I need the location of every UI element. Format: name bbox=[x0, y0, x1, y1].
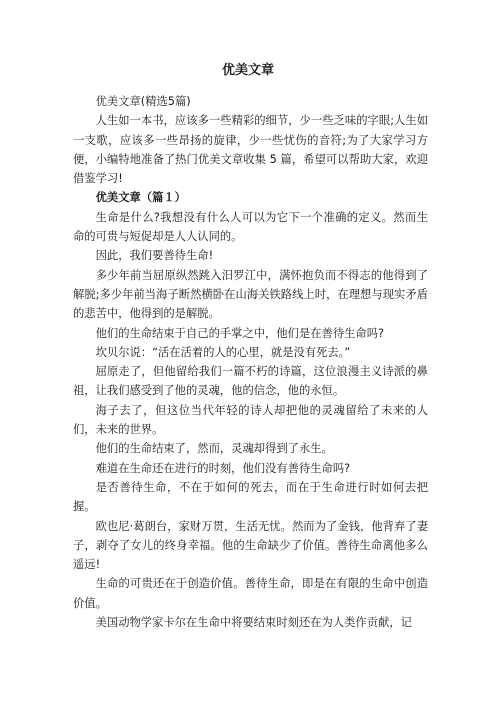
paragraph: 人生如一本书，应该多一些精彩的细节，少一些乏味的字眼;人生如一支歌，应该多一些昂扬的旋律，少一些忧伤的音符;为了大家学习方便，小编特地准备了热门优美文章收集 5 篇，希望可以帮助大家，欢迎借鉴学习! bbox=[73, 114, 428, 186]
paragraph: 海子去了，但这位当代年轻的诗人却把他的灵魂留给了未来的人们，未来的世界。 bbox=[73, 403, 428, 437]
paragraph: 是否善待生命，不在于如何的死去，而在于生命进行时如何去把握。 bbox=[73, 480, 428, 514]
paragraph: 美国动物学家卡尔在生命中将要结束时刻还在为人类作贡献，记 bbox=[95, 616, 412, 630]
paragraph: 欧也尼·葛朗台，家财万贯，生活无忧。然而为了金钱，他背弃了妻子，剥夺了女儿的终身幸福。他的生命缺少了价值。善待生命离他多么遥远! bbox=[73, 519, 428, 572]
paragraph: 难道在生命还在进行的时刻，他们没有善待生命吗? bbox=[95, 461, 351, 475]
section-heading: 优美文章（篇１） bbox=[95, 191, 186, 205]
paragraph: 他们的生命结束了，然而，灵魂却得到了永生。 bbox=[95, 442, 333, 456]
paragraph: 坎贝尔说：“活在活着的人的心里，就是没有死去。” bbox=[95, 345, 351, 359]
paragraph: 他们的生命结束于自己的手掌之中，他们是在善待生命吗? bbox=[95, 326, 385, 340]
document-title: 优美文章 bbox=[221, 63, 274, 78]
paragraph: 优美文章(精选5篇) bbox=[95, 95, 191, 108]
paragraph: 因此，我们要善待生命! bbox=[95, 249, 214, 263]
paragraph: 生命是什么?我想没有什么人可以为它下一个准确的定义。然而生命的可贵与短促却是人人认同的。 bbox=[73, 210, 428, 244]
paragraph: 生命的可贵还在于创造价值。善待生命，即是在有限的生命中创造价值。 bbox=[73, 577, 428, 610]
document-body bbox=[73, 92, 428, 632]
paragraph: 多少年前当屈原纵然跳入汨罗江中，满怀抱负而不得志的他得到了解脱;多少年前当海子断然横卧在山海关铁路线上时，在理想与现实矛盾的悲苦中，他得到的是解脱。 bbox=[73, 268, 428, 321]
paragraph: 屈原走了，但他留给我们一篇不朽的诗篇，这位浪漫主义诗派的鼻祖，让我们感受到了他的灵魂，他的信念，他的永恒。 bbox=[73, 365, 428, 398]
